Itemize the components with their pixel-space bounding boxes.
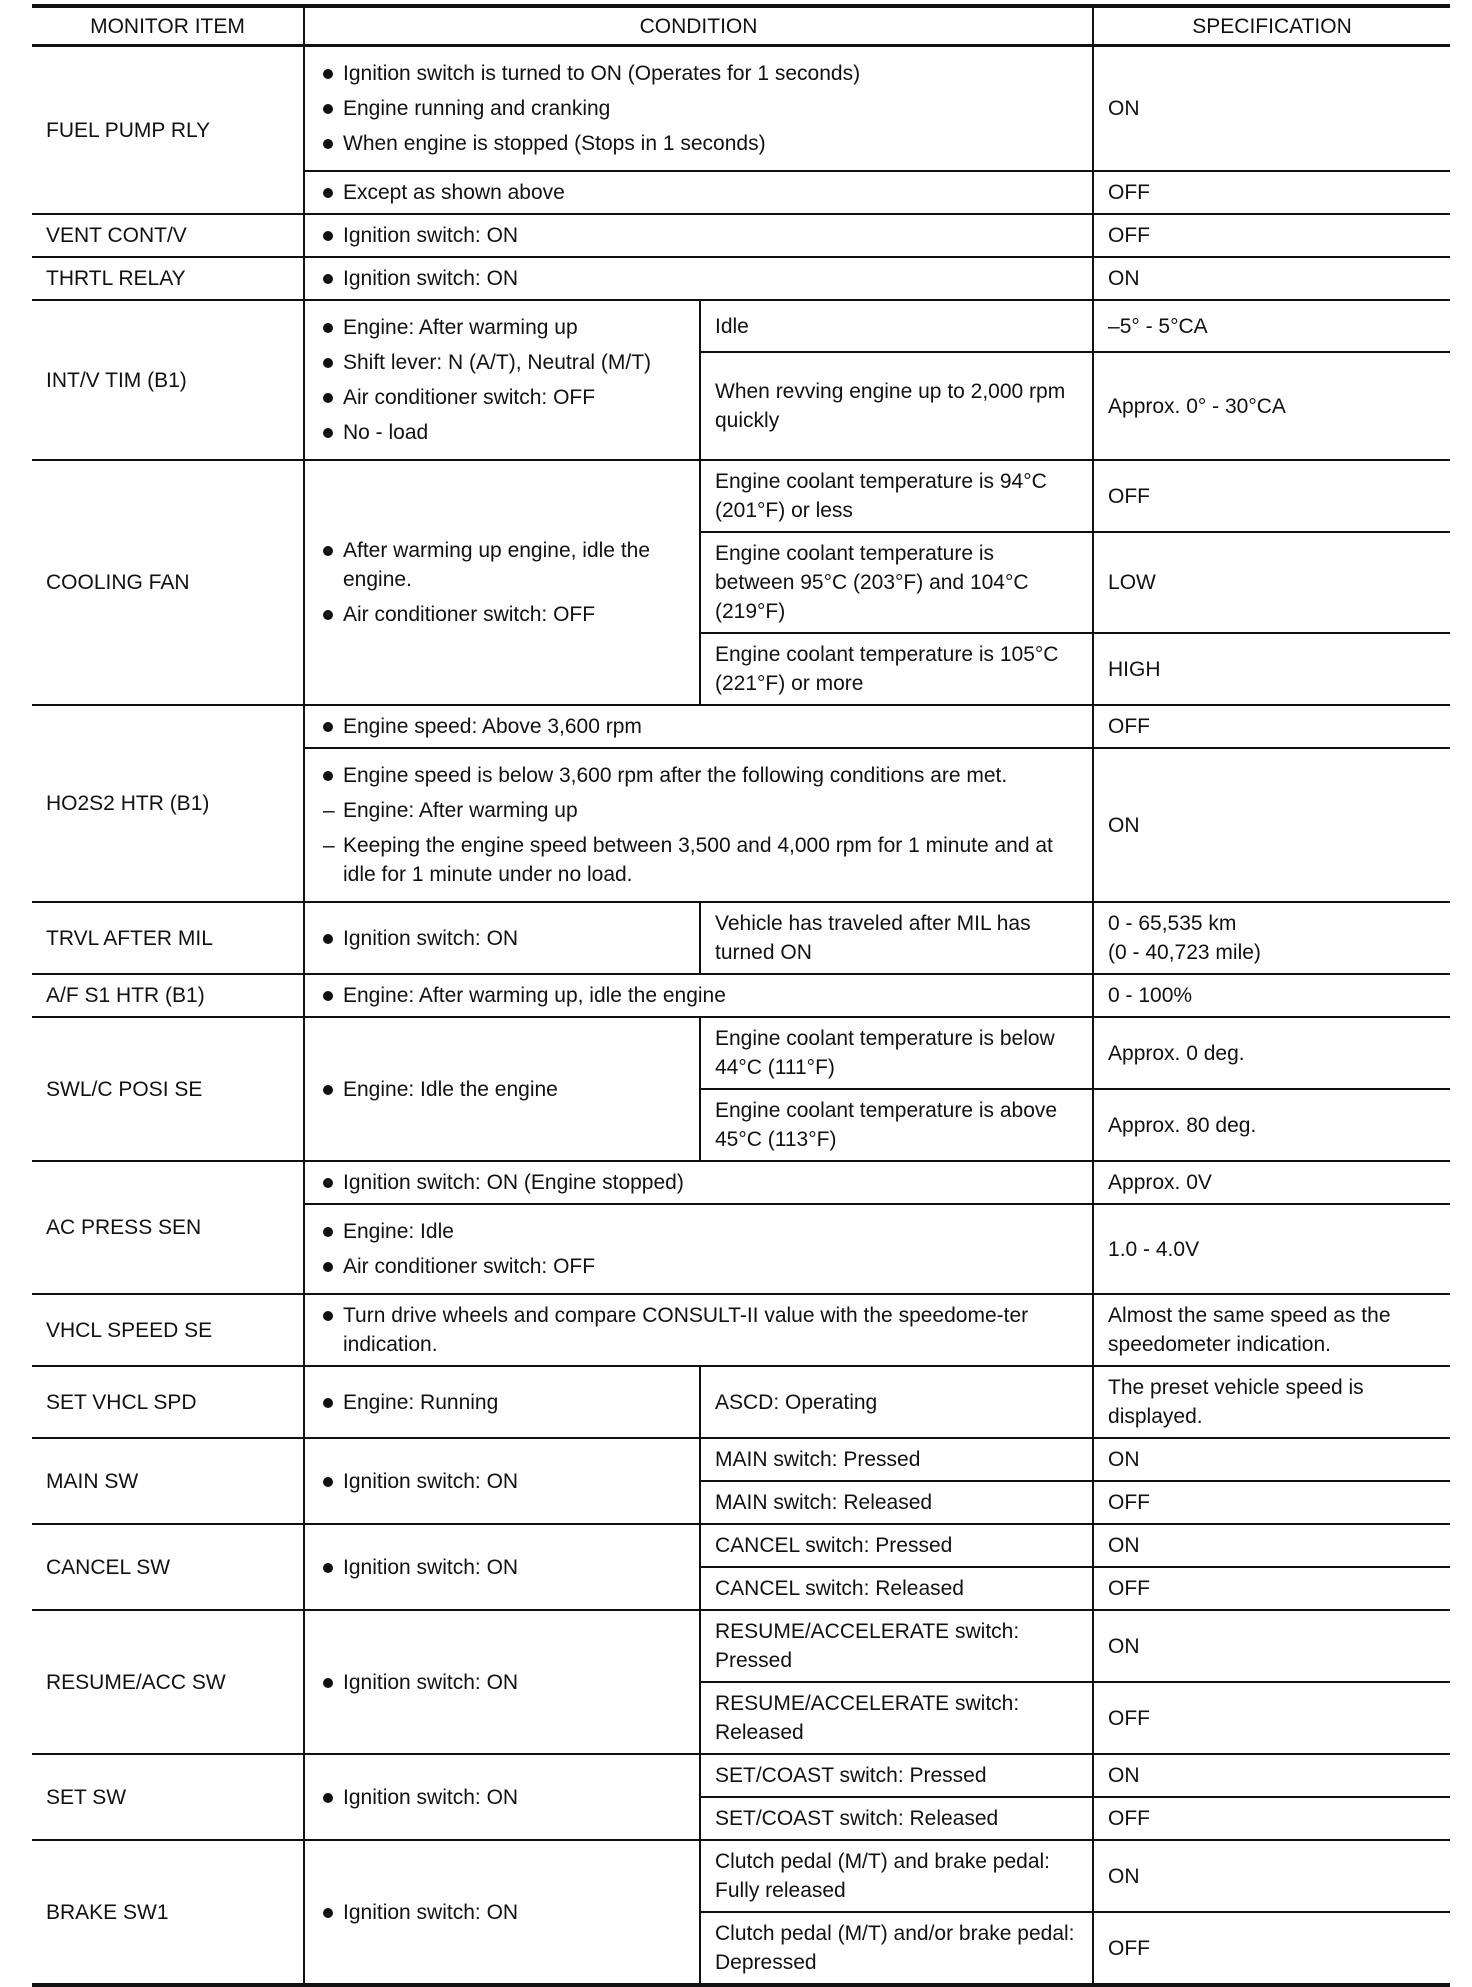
subcondition-cell: Engine coolant temperature is between 95°C (203°F) and 104°C (219°F) [700, 532, 1093, 633]
table-row [32, 1754, 1450, 1797]
spec-cell: OFF [1093, 1567, 1450, 1610]
condition-bullet: Engine: After warming up [319, 313, 685, 342]
spec-cell: ON [1093, 748, 1450, 902]
spec-line: 0 - 65,535 km [1108, 912, 1237, 935]
subcondition-cell: SET/COAST switch: Released [700, 1797, 1093, 1840]
spec-cell: OFF [1093, 1682, 1450, 1754]
condition-cell [304, 1161, 1093, 1204]
header-monitor-item: MONITOR ITEM [32, 6, 304, 46]
spec-cell: –5° - 5°CA [1093, 300, 1450, 352]
subcondition-cell: Engine coolant temperature is below 44°C (111°F) [700, 1017, 1093, 1089]
monitor-item-cell: MAIN SW [32, 1438, 304, 1524]
table-row [32, 705, 1450, 748]
condition-cell [304, 974, 1093, 1017]
spec-line: (0 - 40,723 mile) [1108, 941, 1261, 964]
condition-cell [304, 1610, 700, 1754]
spec-cell: OFF [1093, 1912, 1450, 1985]
spec-cell: The preset vehicle speed is displayed. [1093, 1366, 1450, 1438]
monitor-spec-table [32, 4, 1450, 1987]
table-row [32, 1438, 1450, 1481]
condition-cell [304, 1840, 700, 1985]
condition-cell [304, 1204, 1093, 1294]
spec-cell: ON [1093, 1610, 1450, 1682]
spec-cell: OFF [1093, 214, 1450, 257]
monitor-item-cell: INT/V TIM (B1) [32, 300, 304, 460]
spec-cell: OFF [1093, 460, 1450, 532]
subcondition-cell: Engine coolant temperature is above 45°C (113°F) [700, 1089, 1093, 1161]
condition-bullet: Ignition switch: ON [319, 1668, 685, 1697]
table-row [32, 257, 1450, 300]
subcondition-cell: RESUME/ACCELERATE switch: Released [700, 1682, 1093, 1754]
monitor-item-cell: THRTL RELAY [32, 257, 304, 300]
spec-cell: Approx. 80 deg. [1093, 1089, 1450, 1161]
subcondition-cell: MAIN switch: Released [700, 1481, 1093, 1524]
condition-dash-item: – Keeping the engine speed between 3,500 and 4,000 rpm for 1 minute and at idle for 1 minute under no load. [319, 831, 1078, 889]
condition-bullet: No - load [319, 418, 685, 447]
condition-cell [304, 46, 1093, 172]
condition-bullet: Air conditioner switch: OFF [319, 600, 685, 629]
condition-bullet: Ignition switch: ON [319, 924, 685, 953]
monitor-item-cell: VHCL SPEED SE [32, 1294, 304, 1366]
monitor-item-cell: RESUME/ACC SW [32, 1610, 304, 1754]
condition-dash-item: – Engine: After warming up [319, 796, 1078, 825]
subcondition-cell: When revving engine up to 2,000 rpm quickly [700, 352, 1093, 460]
table-row [32, 1610, 1450, 1682]
condition-bullet: When engine is stopped (Stops in 1 seconds) [319, 129, 1078, 158]
spec-cell [1093, 902, 1450, 974]
subcondition-cell: SET/COAST switch: Pressed [700, 1754, 1093, 1797]
condition-bullet: Except as shown above [319, 178, 1078, 207]
condition-bullet: Ignition switch: ON [319, 1898, 685, 1927]
table-row [32, 214, 1450, 257]
condition-cell [304, 1366, 700, 1438]
table-row [32, 1524, 1450, 1567]
condition-bullet: Air conditioner switch: OFF [319, 383, 685, 412]
table-row [32, 902, 1450, 974]
monitor-item-cell: VENT CONT/V [32, 214, 304, 257]
condition-bullet: Ignition switch is turned to ON (Operates for 1 seconds) [319, 59, 1078, 88]
spec-cell: 0 - 100% [1093, 974, 1450, 1017]
spec-cell: 1.0 - 4.0V [1093, 1204, 1450, 1294]
monitor-item-cell: CANCEL SW [32, 1524, 304, 1610]
condition-bullet: Engine: Idle [319, 1217, 1078, 1246]
spec-cell: Approx. 0° - 30°CA [1093, 352, 1450, 460]
monitor-item-cell: A/F S1 HTR (B1) [32, 974, 304, 1017]
condition-bullet: Ignition switch: ON [319, 1783, 685, 1812]
spec-cell: OFF [1093, 705, 1450, 748]
subcondition-cell: Engine coolant temperature is 94°C (201°F) or less [700, 460, 1093, 532]
monitor-item-cell: BRAKE SW1 [32, 1840, 304, 1985]
monitor-item-cell: FUEL PUMP RLY [32, 46, 304, 215]
spec-cell: LOW [1093, 532, 1450, 633]
monitor-item-cell: AC PRESS SEN [32, 1161, 304, 1294]
monitor-item-cell: HO2S2 HTR (B1) [32, 705, 304, 902]
condition-bullet: Engine running and cranking [319, 94, 1078, 123]
spec-cell: ON [1093, 46, 1450, 172]
subcondition-cell: Clutch pedal (M/T) and/or brake pedal: Depressed [700, 1912, 1093, 1985]
condition-bullet: Engine: Idle the engine [319, 1075, 685, 1104]
header-specification: SPECIFICATION [1093, 6, 1450, 46]
condition-bullet: Air conditioner switch: OFF [319, 1252, 1078, 1281]
condition-cell [304, 748, 1093, 902]
condition-cell [304, 460, 700, 705]
table-row [32, 1161, 1450, 1204]
monitor-item-cell: SWL/C POSI SE [32, 1017, 304, 1161]
monitor-item-cell: SET VHCL SPD [32, 1366, 304, 1438]
condition-bullet: Turn drive wheels and compare CONSULT-II value with the speedome-ter indication. [319, 1301, 1078, 1359]
subcondition-cell: RESUME/ACCELERATE switch: Pressed [700, 1610, 1093, 1682]
condition-bullet: Ignition switch: ON [319, 221, 1078, 250]
table-row [32, 1294, 1450, 1366]
condition-bullet: Ignition switch: ON [319, 1467, 685, 1496]
spec-cell: OFF [1093, 1481, 1450, 1524]
condition-cell [304, 214, 1093, 257]
table-row [32, 1840, 1450, 1912]
subcondition-cell: Vehicle has traveled after MIL has turned ON [700, 902, 1093, 974]
condition-bullet: Ignition switch: ON (Engine stopped) [319, 1168, 1078, 1197]
condition-bullet: Ignition switch: ON [319, 264, 1078, 293]
document-page [32, 4, 1450, 1987]
condition-bullet: Engine speed: Above 3,600 rpm [319, 712, 1078, 741]
spec-cell: ON [1093, 1754, 1450, 1797]
table-row [32, 46, 1450, 172]
monitor-item-cell: SET SW [32, 1754, 304, 1840]
subcondition-cell: CANCEL switch: Released [700, 1567, 1093, 1610]
condition-bullet: After warming up engine, idle the engine. [319, 536, 685, 594]
condition-cell [304, 1754, 700, 1840]
condition-bullet: Engine: Running [319, 1388, 685, 1417]
subcondition-cell: CANCEL switch: Pressed [700, 1524, 1093, 1567]
subcondition-cell: Idle [700, 300, 1093, 352]
table-row [32, 974, 1450, 1017]
condition-cell [304, 171, 1093, 214]
condition-cell [304, 1438, 700, 1524]
monitor-item-cell: COOLING FAN [32, 460, 304, 705]
spec-cell: Approx. 0V [1093, 1161, 1450, 1204]
subcondition-cell: Clutch pedal (M/T) and brake pedal: Fully released [700, 1840, 1093, 1912]
condition-cell [304, 1294, 1093, 1366]
subcondition-cell: MAIN switch: Pressed [700, 1438, 1093, 1481]
condition-bullet: Shift lever: N (A/T), Neutral (M/T) [319, 348, 685, 377]
spec-cell: OFF [1093, 171, 1450, 214]
monitor-item-cell: TRVL AFTER MIL [32, 902, 304, 974]
condition-bullet: Ignition switch: ON [319, 1553, 685, 1582]
header-row [32, 6, 1450, 46]
condition-cell [304, 705, 1093, 748]
condition-bullet: Engine speed is below 3,600 rpm after the following conditions are met. [319, 761, 1078, 790]
spec-cell: ON [1093, 1840, 1450, 1912]
header-condition: CONDITION [304, 6, 1093, 46]
condition-cell [304, 1017, 700, 1161]
spec-cell: ON [1093, 257, 1450, 300]
spec-cell: ON [1093, 1524, 1450, 1567]
condition-bullet: Engine: After warming up, idle the engine [319, 981, 1078, 1010]
table-row [32, 460, 1450, 532]
condition-cell [304, 300, 700, 460]
table-row [32, 1366, 1450, 1438]
table-row [32, 1017, 1450, 1089]
spec-cell: ON [1093, 1438, 1450, 1481]
spec-cell: Almost the same speed as the speedometer indication. [1093, 1294, 1450, 1366]
spec-cell: Approx. 0 deg. [1093, 1017, 1450, 1089]
table-row [32, 300, 1450, 352]
condition-cell [304, 902, 700, 974]
spec-cell: OFF [1093, 1797, 1450, 1840]
subcondition-cell: ASCD: Operating [700, 1366, 1093, 1438]
spec-cell: HIGH [1093, 633, 1450, 705]
subcondition-cell: Engine coolant temperature is 105°C (221°F) or more [700, 633, 1093, 705]
condition-cell [304, 1524, 700, 1610]
condition-cell [304, 257, 1093, 300]
